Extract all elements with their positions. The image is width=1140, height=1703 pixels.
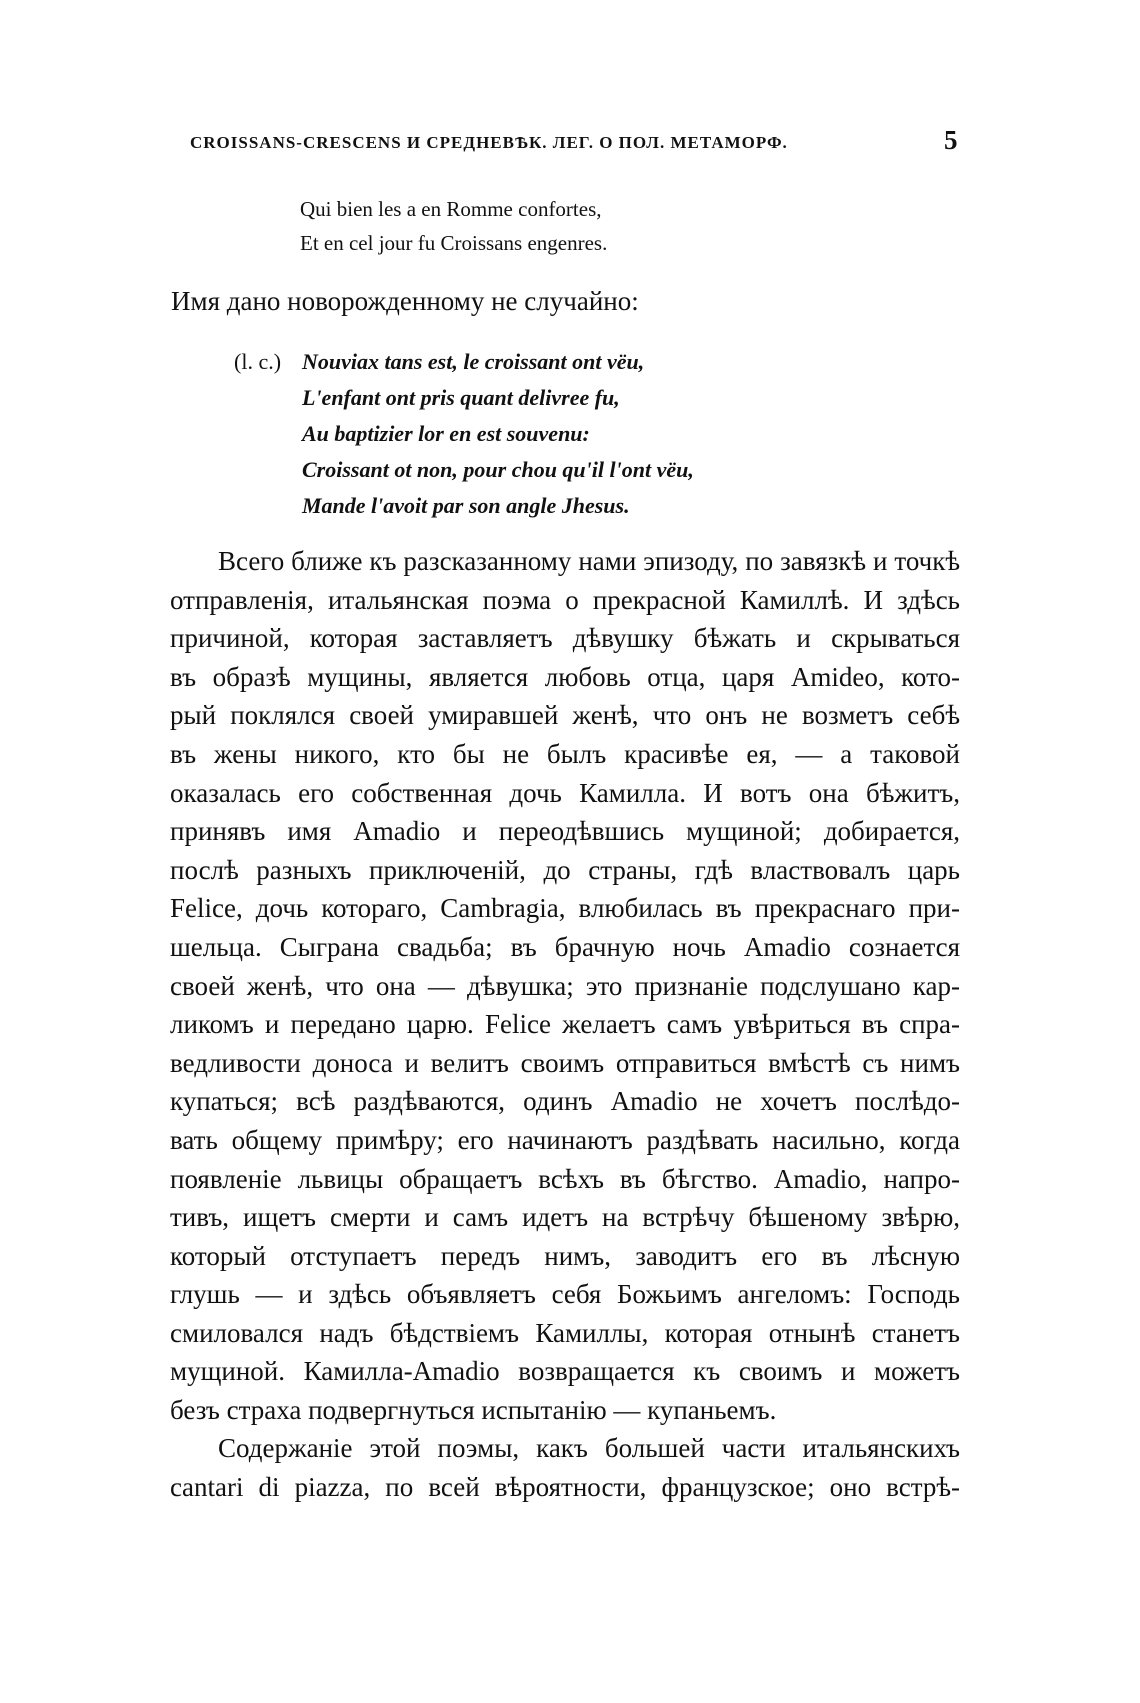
verse-line: Croissant ot non, pour chou qu'il l'ont vëu, — [302, 457, 694, 482]
page-number: 5 — [944, 125, 958, 155]
text-line: шельца. Сыграна свадьба; въ брачную ночь Amadio сознается — [170, 931, 960, 962]
text-line: принявъ имя Amadio и переодѣвшись мущиной; добирается, — [170, 816, 960, 847]
paragraph-1 — [170, 542, 960, 1430]
running-title: CROISSANS-CRESCENS И СРЕДНЕВѢК. ЛЕГ. О ПОЛ. МЕТАМОРФ. — [190, 133, 788, 152]
text-line: Содержаніе этой поэмы, какъ большей части итальянскихъ — [218, 1433, 960, 1463]
verse-line: Nouviax tans est, le croissant ont vëu, — [302, 349, 645, 374]
text-line: оказалась его собственная дочь Камилла. И вотъ она бѣжитъ, — [170, 777, 960, 808]
verse-line: Au baptizier lor en est souvenu: — [302, 421, 590, 446]
text-line: ведливости доноса и велитъ своимъ отправиться вмѣстѣ съ нимъ — [170, 1047, 960, 1078]
text-line: появленіе львицы обращаетъ всѣхъ въ бѣгство. Amadio, напро- — [170, 1163, 960, 1194]
text-line: cantari di piazza, по всей вѣроятности, французское; оно встрѣ- — [170, 1471, 960, 1502]
text-line: отправленія, итальянская поэма о прекрасной Камиллѣ. И здѣсь — [170, 584, 960, 615]
text-line: тивъ, ищетъ смерти и самъ идетъ на встрѣчу бѣшеному звѣрю, — [170, 1202, 960, 1233]
verse-quote-2 — [234, 344, 694, 524]
text-line: своей женѣ, что она — дѣвушка; это признаніе подслушано кар- — [170, 970, 960, 1001]
text-line: въ жены никого, кто бы не былъ красивѣе ея, — а таковой — [170, 738, 960, 769]
verse-line: Qui bien les a en Romme confortes, — [300, 197, 602, 221]
text-line: который отступаетъ передъ нимъ, заводитъ его въ лѣсную — [170, 1240, 960, 1271]
text-line: смиловался надъ бѣдствіемъ Камиллы, которая отнынѣ станетъ — [170, 1317, 960, 1348]
text-line: купаться; всѣ раздѣваются, одинъ Amadio не хочетъ послѣдо- — [170, 1086, 960, 1117]
text-line: Всего ближе къ разсказанному нами эпизоду, по завязкѣ и точкѣ — [218, 546, 960, 576]
text-line: Felice, дочь котораго, Cambragia, влюбилась въ прекраснаго при- — [170, 893, 960, 924]
verse-quote-1 — [300, 192, 607, 260]
text-line: въ образѣ мущины, является любовь отца, царя Amideo, кото- — [170, 661, 960, 692]
verse-line: Mande l'avoit par son angle Jhesus. — [302, 493, 630, 518]
text-line: ликомъ и передано царю. Felice желаетъ самъ увѣриться въ спра- — [170, 1009, 960, 1040]
text-line: послѣ разныхъ приключеній, до страны, гдѣ властвовалъ царь — [170, 854, 960, 885]
text-line: глушь — и здѣсь объявляетъ себя Божьимъ ангеломъ: Господь — [170, 1279, 960, 1310]
verse-line: L'enfant ont pris quant delivree fu, — [302, 385, 620, 410]
text-line: мущиной. Камилла-Amadio возвращается къ своимъ и можетъ — [170, 1356, 960, 1387]
paragraph-2 — [170, 1429, 960, 1506]
citation-ref: (l. c.) — [234, 349, 282, 374]
text-line: рый поклялся своей умиравшей женѣ, что онъ не возметъ себѣ — [170, 700, 960, 731]
text-line: вать общему примѣру; его начинаютъ раздѣвать насильно, когда — [170, 1124, 960, 1155]
verse-line: Et en cel jour fu Croissans engenres. — [300, 231, 608, 255]
text-line: причиной, которая заставляетъ дѣвушку бѣжать и скрываться — [170, 623, 960, 654]
intro-sentence: Имя дано новорожденному не случайно: — [171, 286, 639, 316]
text-line: безъ страха подвергнуться испытанію — купаньемъ. — [170, 1395, 777, 1426]
